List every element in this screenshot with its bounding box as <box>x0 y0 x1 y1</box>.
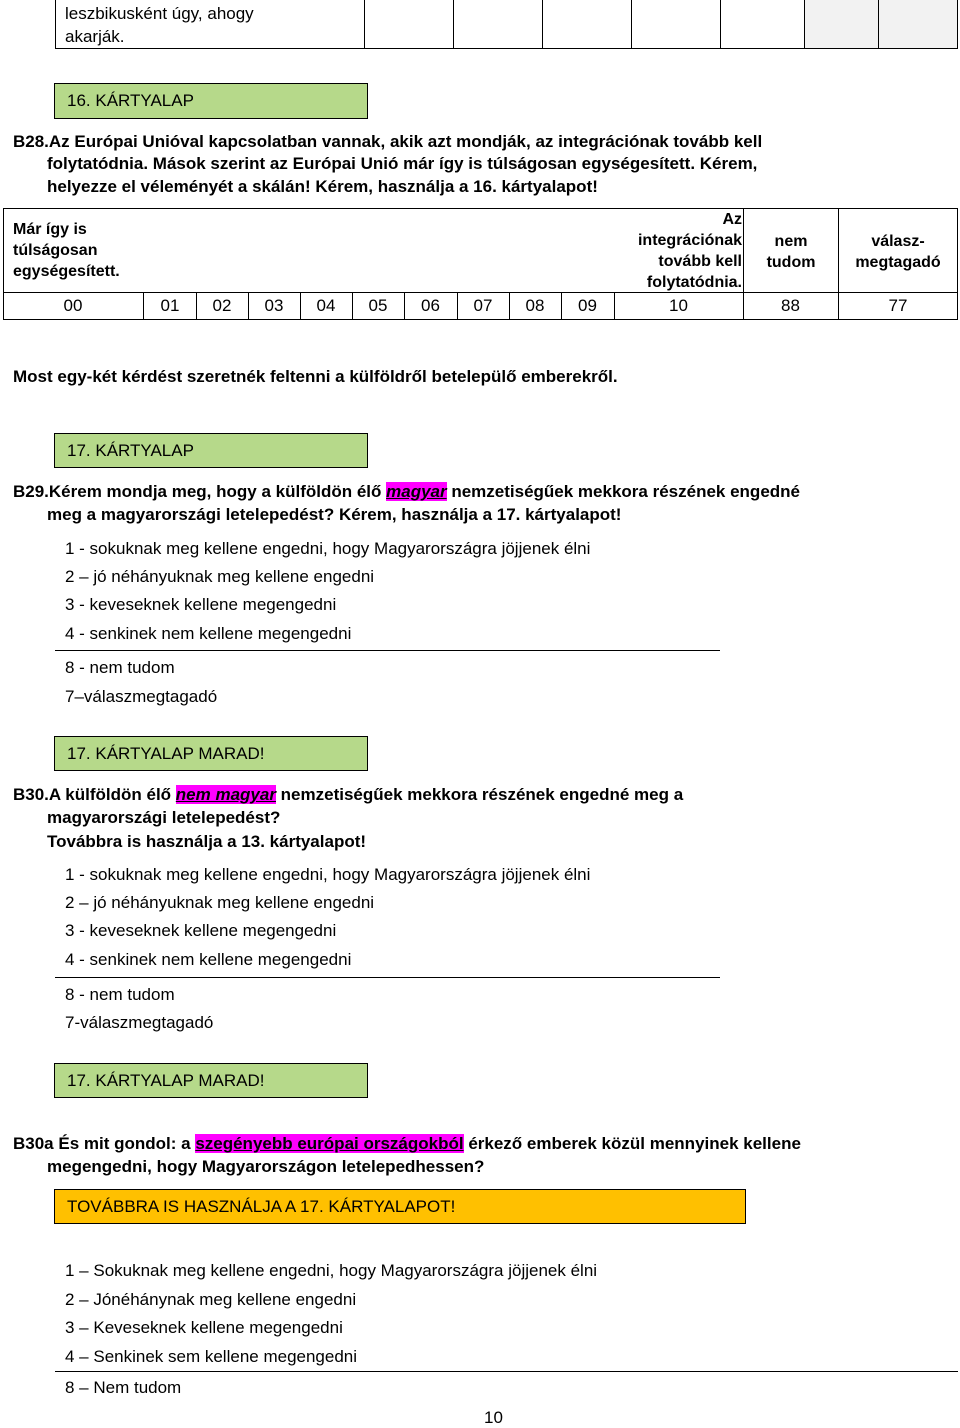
scale-left-label-line: túlságosan <box>13 242 98 259</box>
top-fragment-cell-2 <box>364 0 454 49</box>
b28-question-line1: B28.Az Európai Unióval kapcsolatban vannak, akik azt mondják, az integrációnak tovább kell <box>13 132 763 151</box>
card-17-stay2-label: 17. KÁRTYALAP MARAD! <box>67 1070 265 1090</box>
scale-right-label-line: tovább kell <box>658 253 742 270</box>
b30-suffix: nemzetiségűek mekkora részének engedné meg a <box>275 785 684 804</box>
b30-question-line3: Továbbra is használja a 13. kártyalapot! <box>47 832 367 851</box>
b29-prefix: B29.Kérem mondja meg, hogy a külföldön élő <box>13 482 387 501</box>
b30-highlight: nem magyar <box>175 785 276 804</box>
b30a-option-divider <box>55 1371 958 1372</box>
b30-dk: 8 - nem tudom <box>65 985 175 1004</box>
top-fragment-cell-8 <box>878 0 958 49</box>
b29-option: 1 - sokuknak meg kellene engedni, hogy Magyarországra jöjjenek élni <box>65 539 591 558</box>
card-17-label-box <box>54 433 368 468</box>
b30a-question-line1 <box>13 1134 801 1154</box>
card-17-stay2-box <box>54 1063 368 1098</box>
b28-question-line3: helyezze el véleményét a skálán! Kérem, használja a 16. kártyalapot! <box>47 177 598 196</box>
scale-code: 88 <box>781 296 800 315</box>
b30-question-line1 <box>13 785 683 805</box>
b29-suffix: nemzetiségűek mekkora részének engedné <box>446 482 800 501</box>
scale-dk-label-line: tudom <box>766 254 816 271</box>
b30-option: 1 - sokuknak meg kellene engedni, hogy Magyarországra jöjjenek élni <box>65 865 591 884</box>
top-fragment-line2: akarják. <box>65 27 125 46</box>
b28-question-line2: folytatódnia. Mások szerint az Európai Unió már így is túlságosan egységesített. Kérem, <box>47 154 758 173</box>
scale-code: 04 <box>316 296 336 315</box>
scale-right-label-line: integrációnak <box>637 232 742 249</box>
scale-dk-label <box>744 231 838 273</box>
b30-refuse: 7-válaszmegtagadó <box>65 1013 214 1032</box>
b30-option: 4 - senkinek nem kellene megengedni <box>65 950 352 969</box>
scale-code: 03 <box>264 296 284 315</box>
scale-refuse-label-line: megtagadó <box>855 254 941 271</box>
scale-refuse-label-line: válasz- <box>871 233 925 250</box>
b29-option: 3 - keveseknek kellene megengedni <box>65 595 337 614</box>
b30a-suffix: érkező emberek közül mennyinek kellene <box>463 1134 801 1153</box>
scale-divider <box>3 292 958 293</box>
scale-code: 02 <box>212 296 232 315</box>
top-fragment-cell-3 <box>453 0 543 49</box>
b30a-option: 1 – Sokuknak meg kellene engedni, hogy Magyarországra jöjjenek élni <box>65 1261 598 1280</box>
b30a-question-line2: megengedni, hogy Magyarországon letelepedhessen? <box>47 1157 485 1176</box>
scale-code: 77 <box>888 296 908 315</box>
scale-dk-label-line: nem <box>774 233 808 250</box>
b29-refuse: 7–válaszmegtagadó <box>65 687 218 706</box>
scale-code: 09 <box>578 296 597 315</box>
card-17-continue-label: TOVÁBBRA IS HASZNÁLJA A 17. KÁRTYALAPOT! <box>67 1196 456 1216</box>
scale-left-label <box>13 219 120 282</box>
top-fragment-cell-5 <box>631 0 721 49</box>
scale-right-label <box>620 209 742 293</box>
page-number: 10 <box>484 1408 503 1427</box>
top-fragment-cell-4 <box>542 0 632 49</box>
b29-highlight: magyar <box>386 482 447 501</box>
scale-code: 05 <box>368 296 388 315</box>
scale-code: 07 <box>473 296 493 315</box>
b29-question-line1 <box>13 482 800 502</box>
card-17-stay-box <box>54 736 368 771</box>
b29-option: 2 – jó néhányuknak meg kellene engedni <box>65 567 375 586</box>
b30a-option: 8 – Nem tudom <box>65 1378 182 1397</box>
top-fragment-line1: leszbikusként úgy, ahogy <box>65 4 254 23</box>
card-17-label: 17. KÁRTYALAP <box>67 440 194 460</box>
scale-left-label-line: Már így is <box>13 221 87 238</box>
b30a-option: 3 – Keveseknek kellene megengedni <box>65 1318 343 1337</box>
scale-right-label-line: folytatódnia. <box>646 274 742 291</box>
scale-right-label-line: Az <box>722 211 742 228</box>
top-fragment-cell-7 <box>804 0 879 49</box>
b29-dk: 8 - nem tudom <box>65 658 175 677</box>
b30-option-divider <box>55 977 720 978</box>
b30-option: 3 - keveseknek kellene megengedni <box>65 921 337 940</box>
b30-question-line2: magyarországi letelepedést? <box>47 808 281 827</box>
card-16-label-box <box>54 83 368 119</box>
card-17-continue-box <box>54 1189 746 1224</box>
b30a-option: 2 – Jónéhánynak meg kellene engedni <box>65 1290 357 1309</box>
b30-prefix: B30.A külföldön élő <box>13 785 176 804</box>
card-16-label: 16. KÁRTYALAP <box>67 91 194 110</box>
scale-code: 08 <box>525 296 545 315</box>
card-17-stay-label: 17. KÁRTYALAP MARAD! <box>67 743 265 763</box>
scale-refuse-label <box>839 231 957 273</box>
scale-code: 06 <box>421 296 440 315</box>
b30a-highlight: szegényebb európai országokból <box>195 1134 464 1153</box>
section-intro: Most egy-két kérdést szeretnék feltenni a külföldről betelepülő emberekről. <box>13 367 618 386</box>
scale-code: 01 <box>160 296 180 315</box>
b29-question-line2: meg a magyarországi letelepedést? Kérem, használja a 17. kártyalapot! <box>47 505 622 524</box>
b29-option-divider <box>55 650 720 651</box>
b30a-option: 4 – Senkinek sem kellene megengedni <box>65 1347 358 1366</box>
b30a-prefix: B30a És mit gondol: a <box>13 1134 196 1153</box>
b30-option: 2 – jó néhányuknak meg kellene engedni <box>65 893 375 912</box>
b29-option: 4 - senkinek nem kellene megengedni <box>65 624 352 643</box>
scale-code: 10 <box>669 296 688 315</box>
top-fragment-cell-6 <box>720 0 805 49</box>
scale-left-label-line: egységesített. <box>13 263 120 280</box>
scale-code: 00 <box>63 296 83 315</box>
